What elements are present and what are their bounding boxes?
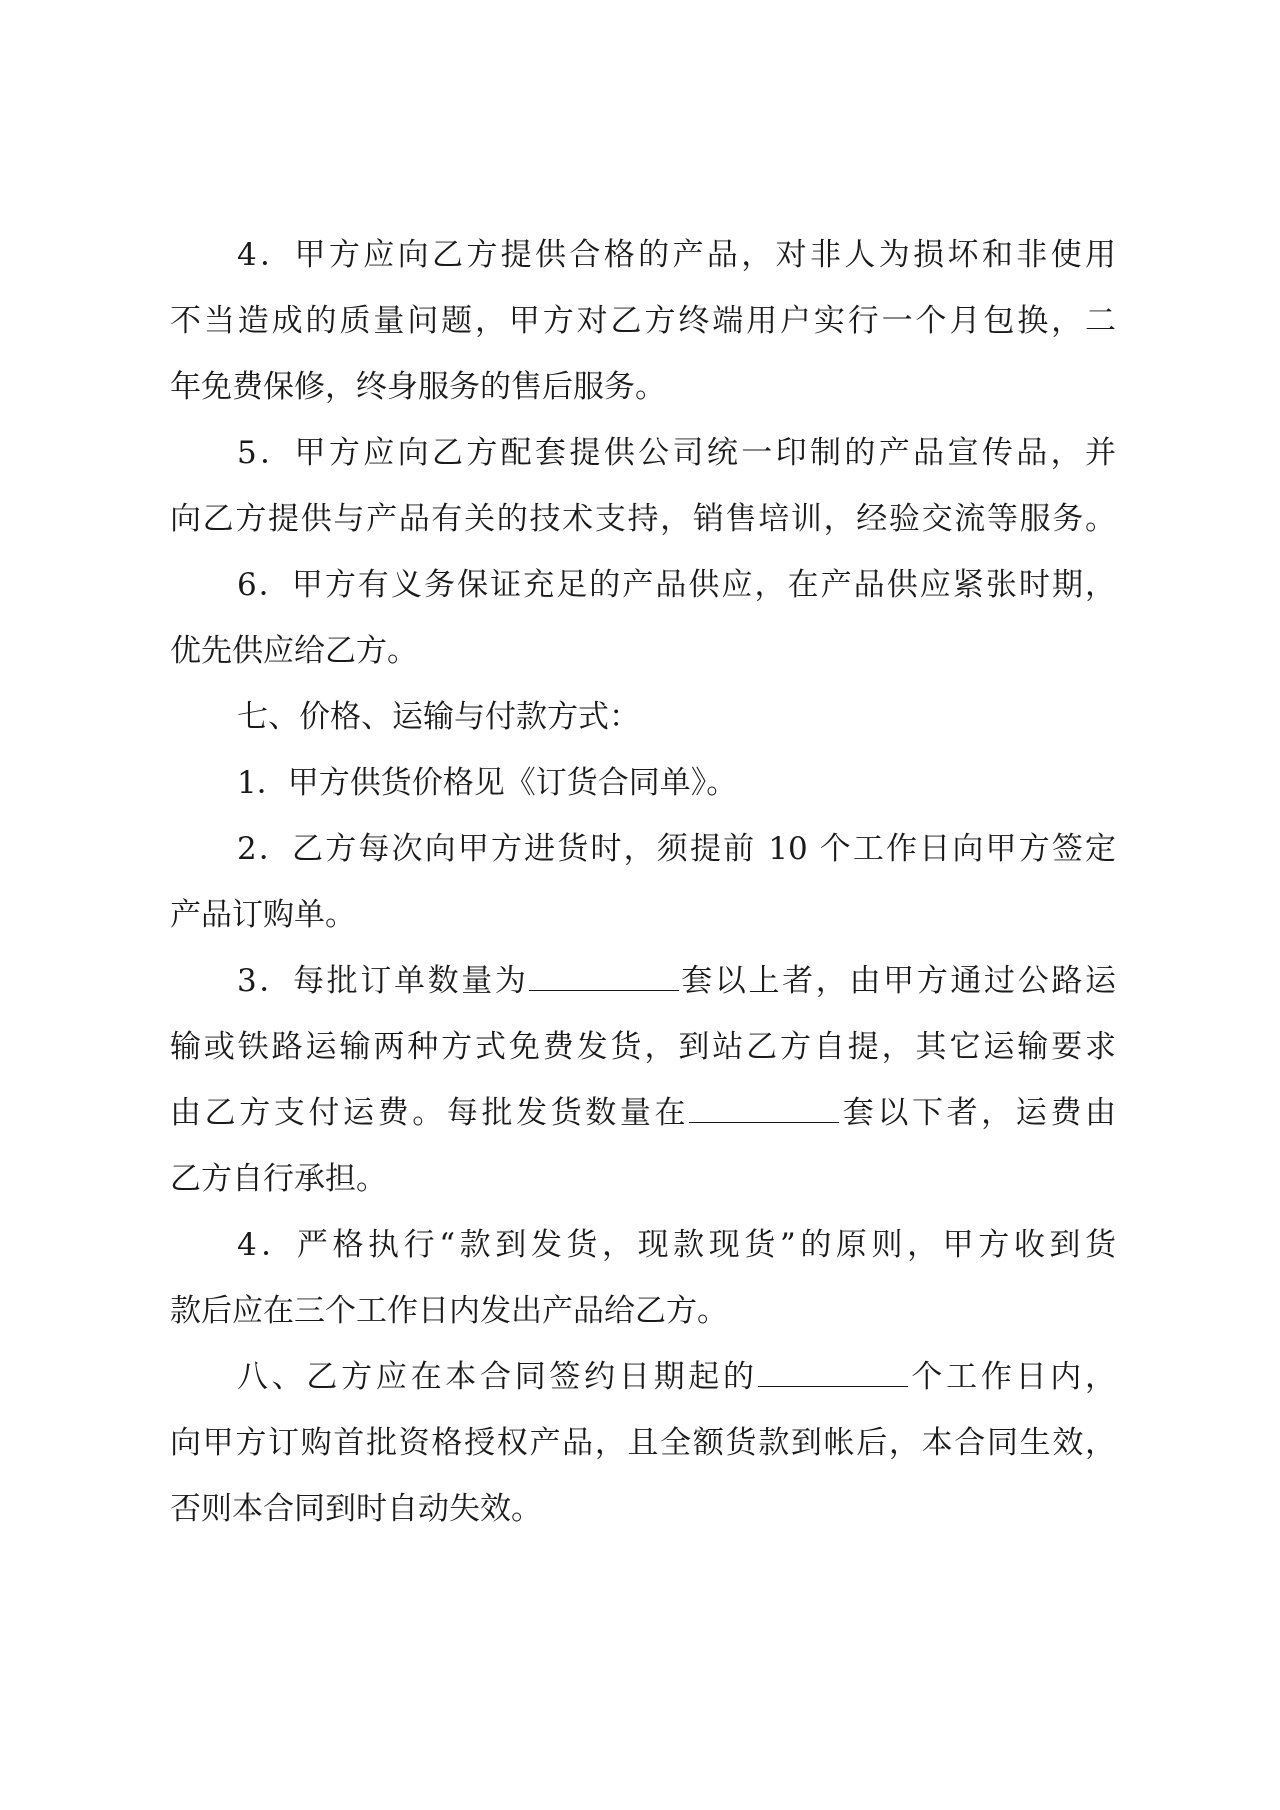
text-line: 输或铁路运输两种方式免费发货，到站乙方自提，其它运输要求 [170, 1029, 1116, 1065]
text-segment: 个工作日内， [907, 1359, 1117, 1395]
text-line-with-blank [170, 948, 1116, 1014]
text-line: 4．严格执行“款到发货，现款现货”的原则，甲方收到货 [237, 1227, 1116, 1263]
text-line: 6．甲方有义务保证充足的产品供应，在产品供应紧张时期， [237, 567, 1116, 603]
text-line: 2．乙方每次向甲方进货时，须提前 10 个工作日向甲方签定 [237, 831, 1116, 867]
text-line-with-blank [170, 1080, 1116, 1146]
text-line: 款后应在三个工作日内发出产品给乙方。 [170, 1293, 728, 1329]
text-segment: 套以下者，运费由 [839, 1095, 1117, 1131]
text-line: 5．甲方应向乙方配套提供公司统一印制的产品宣传品，并 [237, 435, 1116, 471]
text-line: 年免费保修，终身服务的售后服务。 [170, 369, 666, 405]
text-line-with-blank [170, 1344, 1116, 1410]
text-segment: 套以上者，由甲方通过公路运 [678, 963, 1116, 999]
text-line: 不当造成的质量问题，甲方对乙方终端用户实行一个月包换，二 [170, 303, 1116, 339]
section-heading: 七、价格、运输与付款方式： [237, 699, 640, 735]
fill-in-blank[interactable] [689, 1098, 839, 1123]
text-line: 乙方自行承担。 [170, 1161, 387, 1197]
text-line: 向甲方订购首批资格授权产品，且全额货款到帐后，本合同生效， [170, 1425, 1116, 1461]
fill-in-blank[interactable] [529, 966, 679, 991]
text-segment: 由乙方支付运费。每批发货数量在 [170, 1095, 690, 1131]
text-line: 向乙方提供与产品有关的技术支持，销售培训，经验交流等服务。 [170, 501, 1116, 537]
text-line: 1．甲方供货价格见《订货合同单》。 [237, 765, 738, 801]
fill-in-blank[interactable] [758, 1362, 908, 1387]
text-segment: 八、乙方应在本合同签约日期起的 [237, 1359, 758, 1395]
text-segment: 3．每批订单数量为 [237, 963, 529, 999]
text-line: 4．甲方应向乙方提供合格的产品，对非人为损坏和非使用 [237, 237, 1116, 273]
text-line: 否则本合同到时自动失效。 [170, 1491, 542, 1527]
document-body [170, 222, 1116, 1542]
text-line: 产品订购单。 [170, 897, 356, 933]
text-line: 优先供应给乙方。 [170, 633, 418, 669]
